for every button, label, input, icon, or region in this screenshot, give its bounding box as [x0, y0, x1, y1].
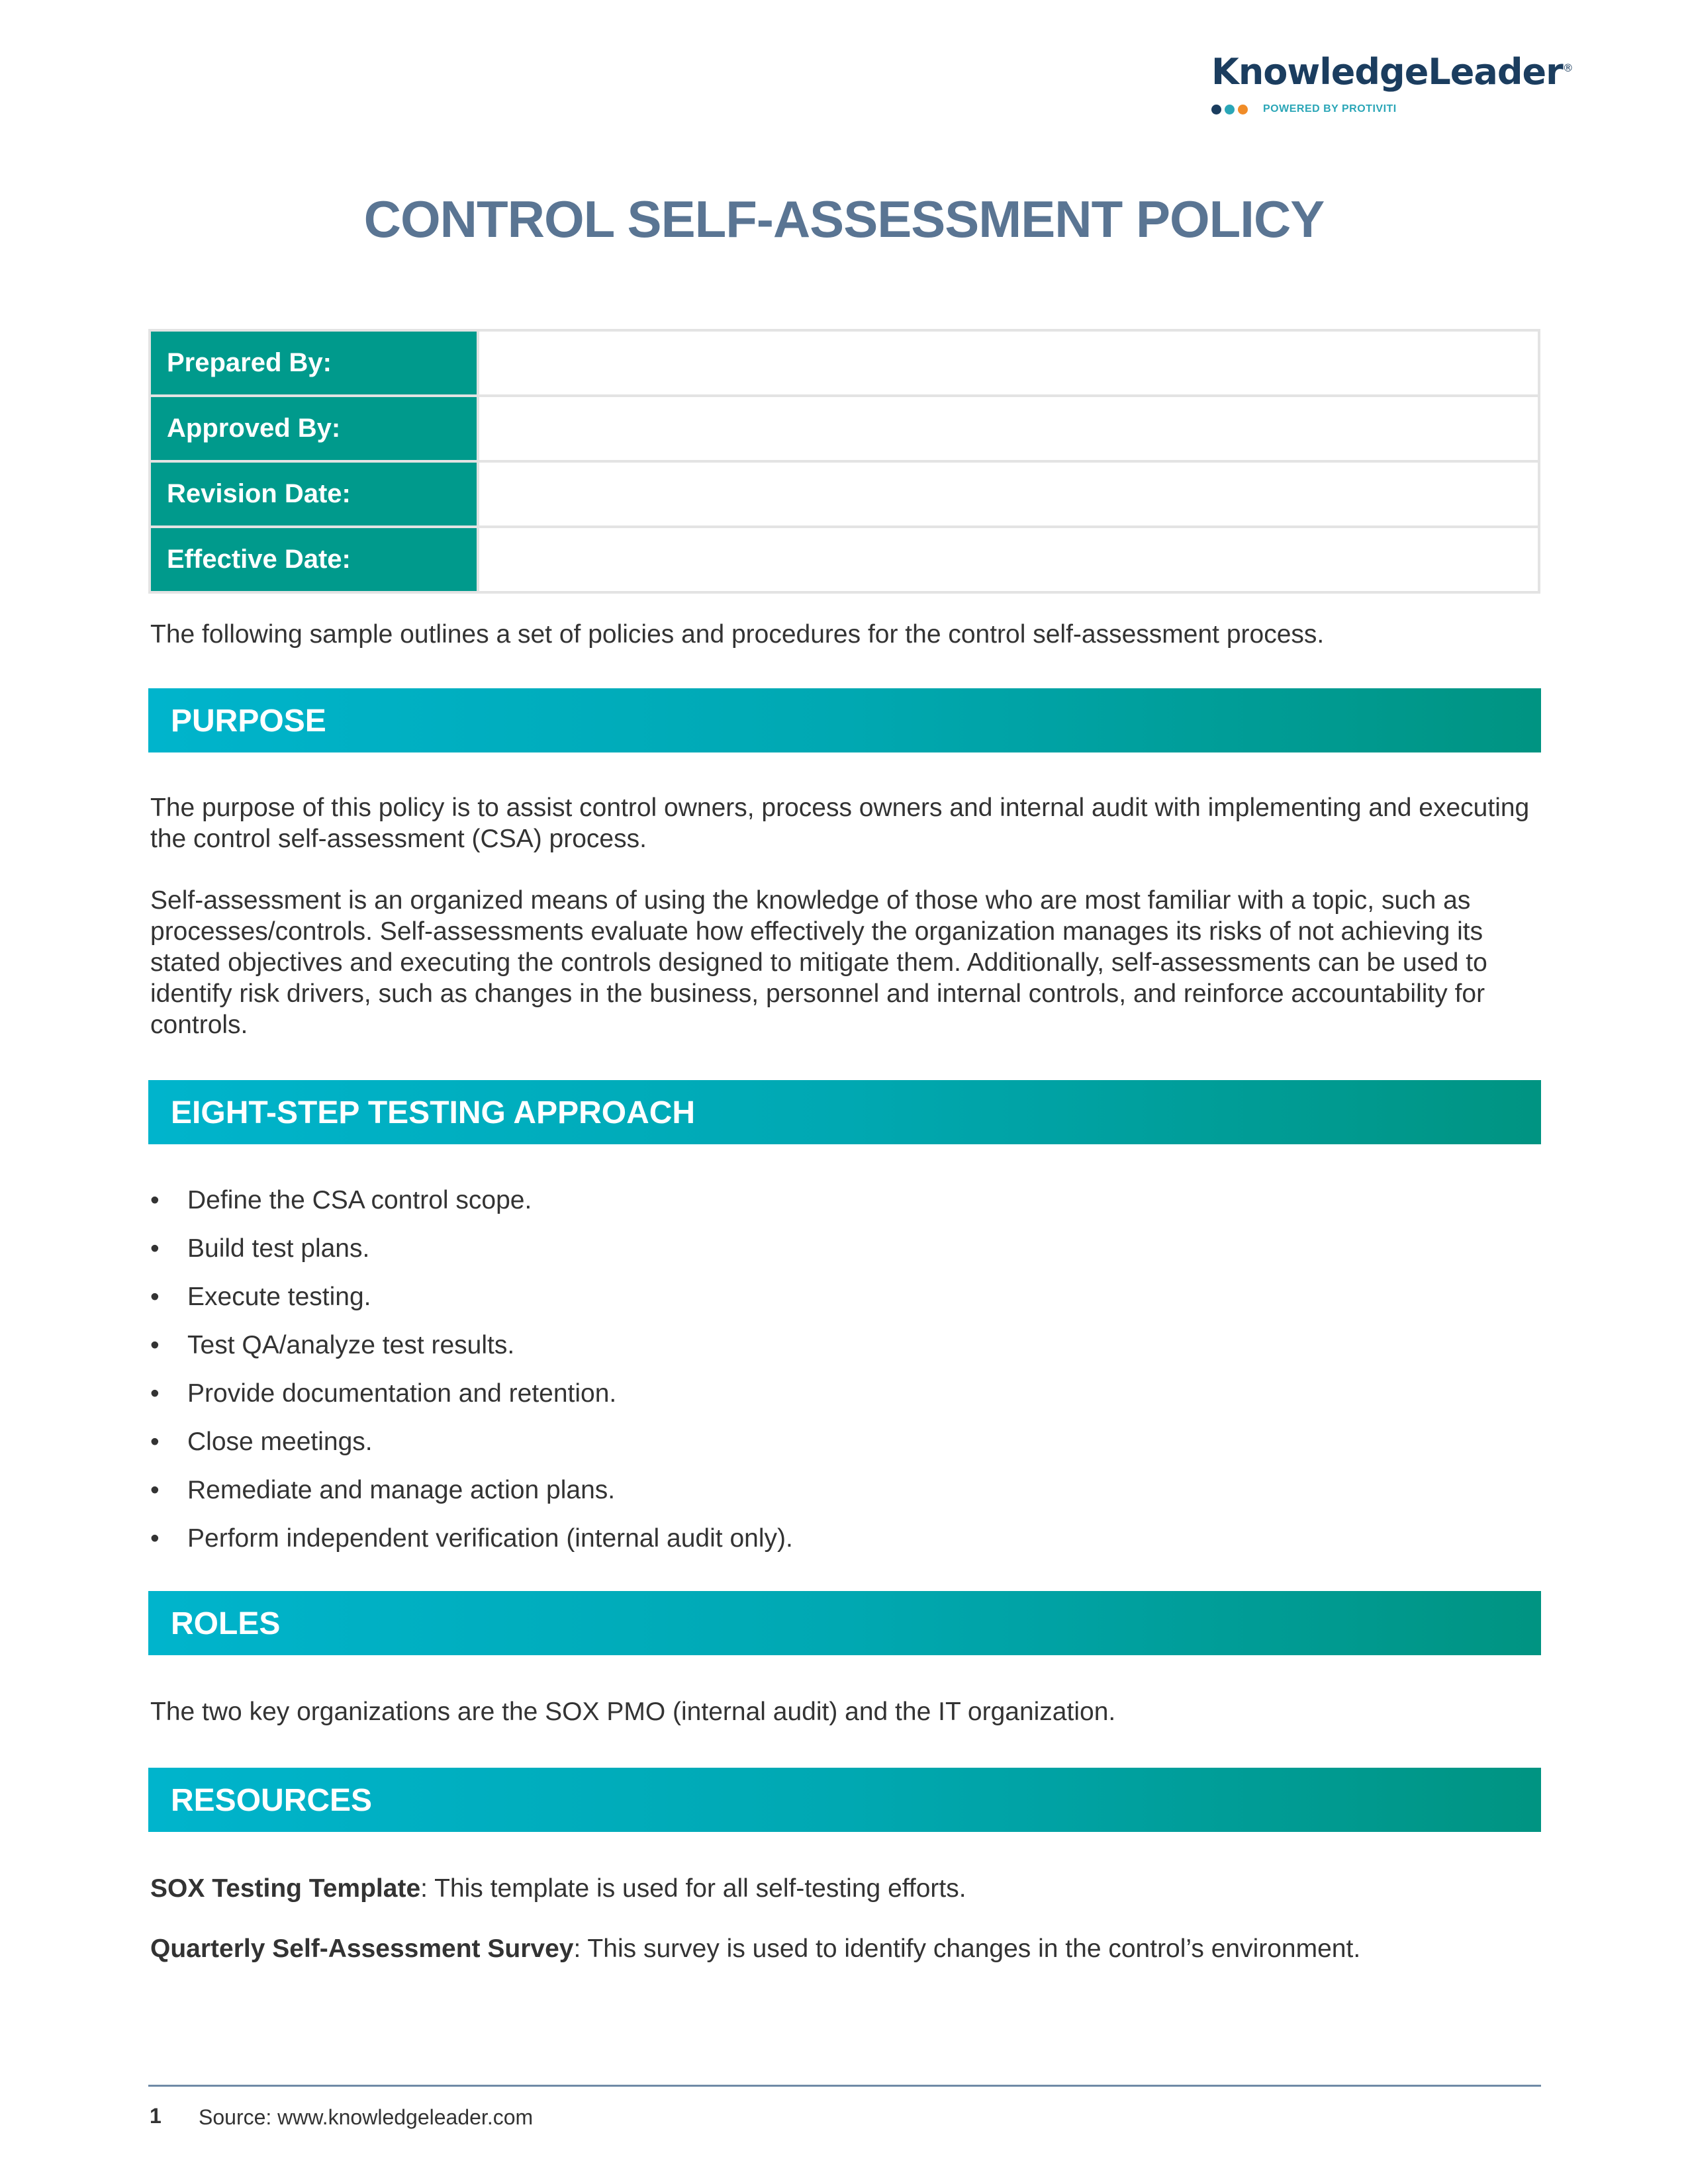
table-row	[150, 461, 1539, 527]
bullet-icon: •	[150, 1331, 160, 1359]
logo-dot-icon	[1225, 105, 1235, 114]
self-assessment-paragraph: Self-assessment is an organized means of using the knowledge of those who are most familiar with a topic, such as processes/controls. Self-assessments evaluate how effectively the organization manages its risks of not achieving its stated objectives and executing the controls designed to mitigate them. Additionally, self-assessments can be used to identify risk drivers, such as changes in the business, personnel and internal controls, and reinforce accountability for controls.	[150, 886, 1487, 1039]
table-row	[150, 330, 1539, 396]
testing-steps-list	[150, 1185, 793, 1571]
roles-paragraph: The two key organizations are the SOX PMO (internal audit) and the IT organization.	[150, 1698, 1116, 1726]
bullet-icon: •	[150, 1234, 160, 1263]
bullet-icon: •	[150, 1379, 160, 1408]
intro-paragraph: The following sample outlines a set of policies and procedures for the control self-assessment process.	[150, 620, 1325, 649]
purpose-section-heading: PURPOSE	[148, 688, 1541, 752]
page-number: 1	[150, 2104, 162, 2128]
logo-wordmark: KnowledgeLeader®	[1211, 51, 1573, 93]
list-item: • Define the CSA control scope.	[150, 1186, 532, 1214]
bullet-icon: •	[150, 1283, 160, 1311]
approach-section-heading: EIGHT-STEP TESTING APPROACH	[148, 1080, 1541, 1144]
page-title: CONTROL SELF-ASSESSMENT POLICY	[363, 190, 1325, 248]
list-item: • Perform independent verification (internal audit only).	[150, 1524, 793, 1553]
resource-description: : This template is used for all self-testing efforts.	[420, 1874, 966, 1903]
knowledgeleader-logo	[1211, 51, 1573, 115]
approved-by-label: Approved By:	[150, 396, 478, 461]
footer-divider	[148, 2085, 1541, 2087]
approved-by-field[interactable]	[478, 396, 1539, 461]
resource-description: : This survey is used to identify changes in the control’s environment.	[573, 1934, 1361, 1963]
footer-source: Source: www.knowledgeleader.com	[199, 2105, 534, 2129]
registered-mark: ®	[1562, 62, 1573, 74]
list-item: • Close meetings.	[150, 1428, 373, 1456]
resource-term: SOX Testing Template	[150, 1874, 421, 1903]
list-item: • Test QA/analyze test results.	[150, 1331, 515, 1359]
effective-date-label: Effective Date:	[150, 527, 478, 592]
list-item: • Execute testing.	[150, 1283, 371, 1311]
table-row	[150, 527, 1539, 592]
effective-date-field[interactable]	[478, 527, 1539, 592]
revision-date-field[interactable]	[478, 461, 1539, 527]
resource-item	[150, 1873, 1547, 1904]
logo-tagline: POWERED BY PROTIVITI	[1263, 103, 1397, 114]
bullet-icon: •	[150, 1186, 160, 1214]
list-item: • Provide documentation and retention.	[150, 1379, 617, 1408]
purpose-paragraph: The purpose of this policy is to assist control owners, process owners and internal audit with implementing and executing the control self-assessment (CSA) process.	[150, 794, 1530, 853]
prepared-by-field[interactable]	[478, 330, 1539, 396]
bullet-icon: •	[150, 1524, 160, 1553]
list-item: • Remediate and manage action plans.	[150, 1476, 616, 1504]
revision-date-label: Revision Date:	[150, 461, 478, 527]
table-row	[150, 396, 1539, 461]
prepared-by-label: Prepared By:	[150, 330, 478, 396]
bullet-icon: •	[150, 1428, 160, 1456]
resource-term: Quarterly Self-Assessment Survey	[150, 1934, 574, 1963]
roles-section-heading: ROLES	[148, 1591, 1541, 1655]
logo-dot-icon	[1211, 105, 1221, 114]
resources-section-heading: RESOURCES	[148, 1768, 1541, 1832]
bullet-icon: •	[150, 1476, 160, 1504]
resource-item	[150, 1933, 1547, 1964]
list-item: • Build test plans.	[150, 1234, 370, 1263]
document-info-table	[148, 329, 1540, 594]
logo-dot-icon	[1238, 105, 1248, 114]
logo-tagline-row	[1211, 103, 1542, 115]
